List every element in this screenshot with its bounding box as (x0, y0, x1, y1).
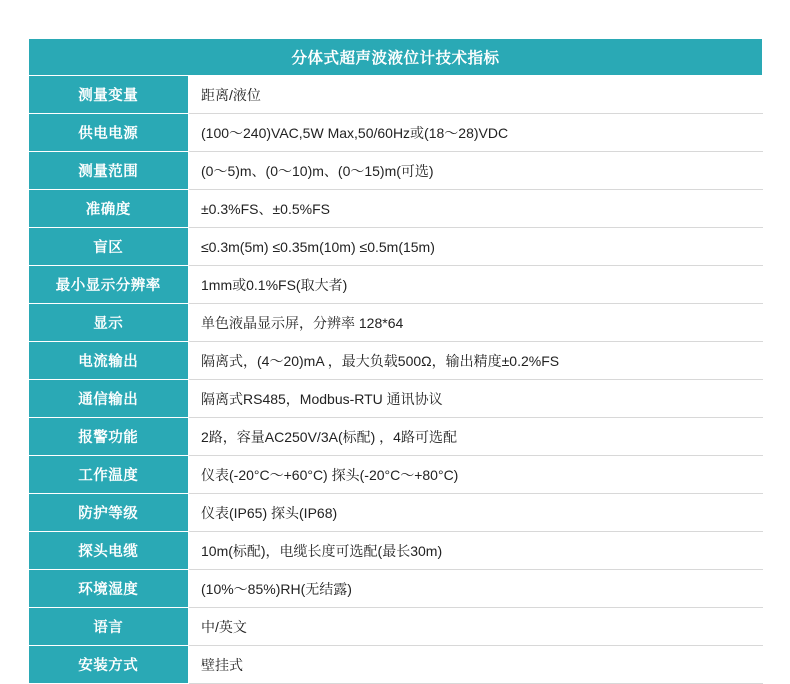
spec-label: 防护等级 (29, 494, 189, 532)
table-row (29, 494, 763, 532)
spec-value: 中/英文 (189, 608, 763, 646)
page-title: 分体式超声波液位计技术指标 (29, 39, 763, 76)
table-row (29, 152, 763, 190)
table-row (29, 228, 763, 266)
table-row (29, 342, 763, 380)
spec-table (28, 38, 763, 684)
spec-label: 盲区 (29, 228, 189, 266)
spec-value: 1mm或0.1%FS(取大者) (189, 266, 763, 304)
spec-value: 隔离式，(4～20)mA ，最大负载500Ω，输出精度±0.2%FS (189, 342, 763, 380)
table-row (29, 456, 763, 494)
spec-label: 语言 (29, 608, 189, 646)
spec-value: 仪表(IP65) 探头(IP68) (189, 494, 763, 532)
spec-value: (0～5)m、(0～10)m、(0～15)m(可选) (189, 152, 763, 190)
table-row (29, 304, 763, 342)
table-row (29, 380, 763, 418)
spec-value: 隔离式RS485，Modbus-RTU 通讯协议 (189, 380, 763, 418)
spec-value: ≤0.3m(5m) ≤0.35m(10m) ≤0.5m(15m) (189, 228, 763, 266)
spec-label: 通信输出 (29, 380, 189, 418)
spec-table-body (29, 39, 763, 684)
table-row (29, 114, 763, 152)
spec-label: 最小显示分辨率 (29, 266, 189, 304)
table-row (29, 570, 763, 608)
table-row (29, 266, 763, 304)
table-row (29, 418, 763, 456)
spec-label: 准确度 (29, 190, 189, 228)
spec-value: 2路，容量AC250V/3A(标配) ，4路可选配 (189, 418, 763, 456)
spec-label: 报警功能 (29, 418, 189, 456)
spec-label: 环境湿度 (29, 570, 189, 608)
spec-value: (10%～85%)RH(无结露) (189, 570, 763, 608)
table-row (29, 76, 763, 114)
table-row (29, 646, 763, 684)
table-row (29, 608, 763, 646)
table-row (29, 190, 763, 228)
spec-value: 单色液晶显示屏，分辨率 128*64 (189, 304, 763, 342)
spec-label: 电流输出 (29, 342, 189, 380)
spec-table-title-row (29, 39, 763, 76)
spec-label: 测量变量 (29, 76, 189, 114)
spec-label: 安装方式 (29, 646, 189, 684)
spec-value: 10m(标配)，电缆长度可选配(最长30m) (189, 532, 763, 570)
spec-label: 探头电缆 (29, 532, 189, 570)
spec-value: 仪表(-20°C～+60°C) 探头(-20°C～+80°C) (189, 456, 763, 494)
spec-value: 壁挂式 (189, 646, 763, 684)
spec-label: 测量范围 (29, 152, 189, 190)
spec-label: 显示 (29, 304, 189, 342)
spec-value: ±0.3%FS、±0.5%FS (189, 190, 763, 228)
table-row (29, 532, 763, 570)
spec-value: 距离/液位 (189, 76, 763, 114)
spec-label: 供电电源 (29, 114, 189, 152)
spec-label: 工作温度 (29, 456, 189, 494)
spec-value: (100～240)VAC,5W Max,50/60Hz或(18～28)VDC (189, 114, 763, 152)
